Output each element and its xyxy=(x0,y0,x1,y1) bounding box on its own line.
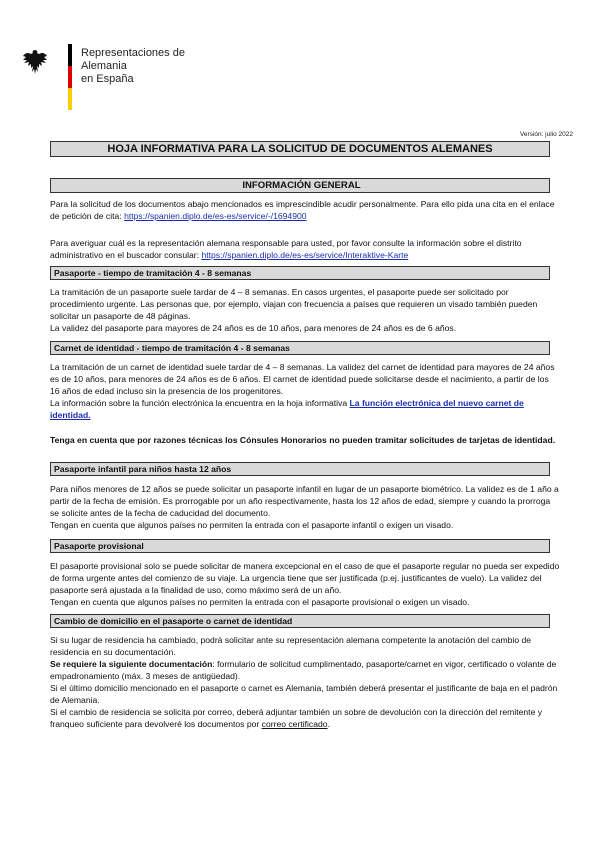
child-passport-paragraph-1: Para niños menores de 12 años se puede solicitar un pasaporte infantil en lugar de un pasaporte biométrico. La validez es de 1 año a partir de la fecha de emisión. Es prorrogable por un año respectivamente, hasta los 12 años de edad, siempre y cuando la prorroga se solicite antes de la fecha de caducidad del documento. xyxy=(50,484,559,518)
child-passport-text xyxy=(50,483,560,531)
registered-mail-text: correo certificado xyxy=(261,719,328,729)
required-docs-label: Se requiere la siguiente documentación xyxy=(50,659,213,669)
general-text-1: Para la solicitud de los documentos abajo mencionados es imprescindible acudir personalmente. Para ello pida una cita en el enlace de petición de cita: xyxy=(50,199,555,221)
id-card-paragraph-1: La tramitación de un carnet de identidad suele tardar de 4 – 8 semanas. La validez del carnet de identidad para mayores de 24 años es de 10 años, para menores de 24 años es de 6 años. El carnet de identidad puede solicitarse desde el nacimiento, a partir de los 16 años de edad incluso sin la presencia de los progenitores. xyxy=(50,362,555,396)
consular-map-link[interactable]: https://spanien.diplo.de/es-es/service/Interaktive-Karte xyxy=(201,250,409,260)
section-heading-provisional: Pasaporte provisional xyxy=(50,539,550,553)
child-passport-paragraph-2: Tengan en cuenta que algunos países no permiten la entrada con el pasaporte infantil o exigen un visado. xyxy=(50,520,454,530)
id-card-text xyxy=(50,361,560,421)
federal-eagle-icon xyxy=(22,48,48,76)
provisional-paragraph-1: El pasaporte provisional solo se puede solicitar de manera excepcional en el caso de que el pasaporte regular no pueda ser expedido de forma urgente antes del comienzo de su viaje. La urgencia tiene que ser justificada (p.ej. justificantes de vuelo). La validez del pasaporte será ajustada a la finalidad de uso, como máximo será de un año. xyxy=(50,561,560,595)
german-flag-bar xyxy=(68,44,72,110)
passport-text xyxy=(50,286,560,334)
version-label: Versión: julio 2022 xyxy=(519,131,573,138)
required-docs-text: : formulario de solicitud cumplimentado, pasaporte/carnet en vigor, certificado o volante de empadronamiento (máx. 3 meses de antigüedad). xyxy=(50,659,557,681)
address-paragraph-1: Si su lugar de residencia ha cambiado, podrá solicitar ante su representación alemana competente la anotación del cambio de residencia en su documentación. xyxy=(50,635,532,657)
section-heading-child-passport: Pasaporte infantil para niños hasta 12 años xyxy=(50,462,550,476)
section-heading-address-change: Cambio de domicilio en el pasaporte o carnet de identidad xyxy=(50,614,550,628)
passport-paragraph-2: La validez del pasaporte para mayores de 24 años es de 10 años, para menores de 24 años es de 6 años. xyxy=(50,323,457,333)
address-paragraph-2 xyxy=(50,658,560,682)
address-paragraph-4 xyxy=(50,706,560,730)
org-line-1: Representaciones de Alemania xyxy=(81,47,185,72)
mail-request-end: . xyxy=(327,719,330,729)
id-card-info-text: La información sobre la función electrónica la encuentra en la hoja informativa xyxy=(50,398,350,408)
org-line-2: en España xyxy=(81,73,134,85)
provisional-paragraph-2: Tengan en cuenta que algunos países no permiten la entrada con el pasaporte provisional o exigen un visado. xyxy=(50,597,470,607)
general-paragraph-1 xyxy=(50,198,560,222)
passport-paragraph-1: La tramitación de un pasaporte suele tardar de 4 – 8 semanas. En casos urgentes, el pasaporte puede ser solicitado por procedimiento urgente. Las personas que, por ejemplo, viajan con frecuencia a países que requieren un visado también pueden solicitar un pasaporte de 48 páginas. xyxy=(50,287,538,321)
mail-request-text: Si el cambio de residencia se solicita por correo, deberá adjuntar también un sobre de devolución con la dirección del remitente y franqueo suficiente para devolveré los documentos por xyxy=(50,707,543,729)
section-heading-id-card: Carnet de identidad - tiempo de tramitación 4 - 8 semanas xyxy=(50,341,550,355)
address-change-text xyxy=(50,634,560,730)
general-paragraph-2 xyxy=(50,237,560,261)
address-paragraph-3: Si el último domicilio mencionado en el pasaporte o carnet es Alemania, también deberá presentar el justificante de baja en el padrón de Alemania. xyxy=(50,683,558,705)
provisional-text xyxy=(50,560,560,608)
section-heading-passport: Pasaporte - tiempo de tramitación 4 - 8 semanas xyxy=(50,266,550,280)
appointment-link[interactable]: https://spanien.diplo.de/es-es/service/-/1694900 xyxy=(124,211,307,221)
organization-name xyxy=(81,47,192,86)
id-card-paragraph-2 xyxy=(50,397,560,421)
general-text-2: Para averiguar cuál es la representación alemana responsable para usted, por favor consulte la información sobre el distrito administrativo en el buscador consular: xyxy=(50,238,522,260)
honorary-consuls-note: Tenga en cuenta que por razones técnicas los Cónsules Honorarios no pueden tramitar solicitudes de tarjetas de identidad. xyxy=(50,435,556,445)
electronic-function-link[interactable]: La función electrónica del nuevo carnet de identidad. xyxy=(50,398,524,420)
logo xyxy=(22,44,192,114)
section-heading-general: INFORMACIÓN GENERAL xyxy=(50,178,550,193)
page-title: HOJA INFORMATIVA PARA LA SOLICITUD DE DOCUMENTOS ALEMANES xyxy=(50,141,550,157)
